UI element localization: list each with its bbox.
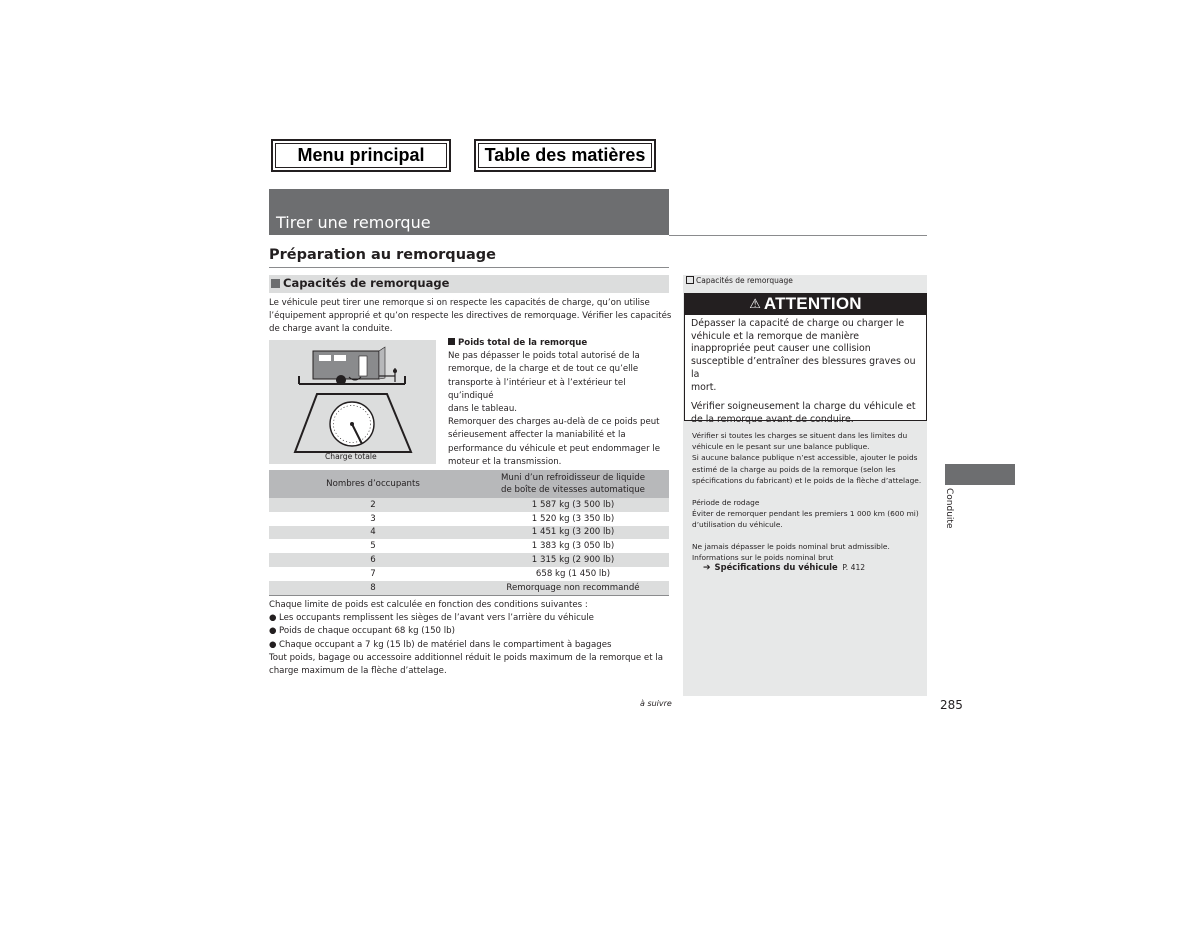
table-row <box>269 553 669 567</box>
weight-column-header <box>477 470 669 498</box>
occupants-cell: 5 <box>370 541 376 552</box>
text-line: Ne pas dépasser le poids total autorisé de la <box>448 351 640 362</box>
sidebar-note-scale <box>692 430 924 486</box>
square-bullet-icon <box>271 279 280 288</box>
chapter-tab-label: Conduite <box>944 488 954 529</box>
occupants-column-header: Nombres d’occupants <box>269 470 477 498</box>
table-of-contents-label: Table des matières <box>484 145 646 165</box>
text-line: transporte à l’intérieur et à l’extérieur tel qu’indiqué <box>448 377 626 401</box>
occupants-cell: 3 <box>370 513 376 524</box>
weight-cell: 658 kg (1 450 lb) <box>535 568 611 579</box>
link-arrow-icon: ➔ <box>703 563 711 573</box>
reference-icon <box>686 276 694 284</box>
text-line: sérieusement affecter la maniabilité et la <box>448 430 626 441</box>
chapter-header <box>269 189 669 235</box>
text-line: Vérifier si toutes les charges se situent dans les limites du <box>692 431 908 440</box>
text-line: l’équipement approprié et qu’on respecte les directives de remorquage. Vérifier les capacités <box>269 311 672 322</box>
text-line: charge maximum de la flèche d’attelage. <box>269 666 447 677</box>
gross-weight-block <box>448 337 673 469</box>
bullet-item <box>269 612 679 625</box>
figure-caption: Charge totale <box>325 452 377 461</box>
main-menu-button[interactable] <box>271 139 451 172</box>
bullet-icon: ● <box>269 626 277 637</box>
table-row <box>269 581 669 595</box>
text-line: moteur et la transmission. <box>448 456 562 467</box>
warning-triangle-icon: ⚠ <box>749 296 761 312</box>
occupants-cell: 7 <box>370 568 376 579</box>
conditions-intro: Chaque limite de poids est calculée en fonction des conditions suivantes : <box>269 600 588 610</box>
text-line: performance du véhicule et peut endommager le <box>448 443 661 454</box>
warning-title: ATTENTION <box>763 294 862 313</box>
sidebar-note-gvwr <box>692 541 924 563</box>
header-rule <box>669 235 927 236</box>
gross-weight-heading <box>448 337 673 350</box>
bullet-item <box>269 625 679 638</box>
link-label: Spécifications du véhicule <box>714 562 838 572</box>
vehicle-specs-link[interactable] <box>703 562 865 573</box>
text-line: Dépasser la capacité de charge ou charger le <box>691 318 905 329</box>
table-header-row <box>269 470 669 498</box>
weight-header-line: Muni d’un refroidisseur de liquide <box>501 473 645 483</box>
subsection-title: Capacités de remorquage <box>283 276 450 290</box>
warning-header <box>684 293 927 315</box>
weight-cell: 1 383 kg (3 050 lb) <box>531 541 615 552</box>
continued-note: à suivre <box>640 699 672 708</box>
text-line: spécifications du fabricant) et le poids de la flèche d’attelage. <box>692 475 922 485</box>
text-line: Informations sur le poids nominal brut <box>692 553 834 563</box>
section-title: Préparation au remorquage <box>269 247 497 263</box>
trailer-scale-icon <box>269 340 436 464</box>
table-row <box>269 539 669 553</box>
text-line: Si aucune balance publique n’est accessible, ajouter le poids <box>692 453 918 463</box>
text-line: dans le tableau. <box>448 404 517 415</box>
table-row <box>269 512 669 526</box>
intro-paragraph <box>269 297 674 337</box>
text-line: d’utilisation du véhicule. <box>692 520 783 530</box>
weight-cell: 1 315 kg (2 900 lb) <box>477 553 669 567</box>
table-row <box>269 498 669 512</box>
towing-capacity-table <box>269 470 669 596</box>
warning-text <box>691 318 926 427</box>
total-load-illustration <box>269 340 436 464</box>
text-line: Éviter de remorquer pendant les premiers 1 000 km (600 mi) <box>692 509 919 519</box>
page-number: 285 <box>940 698 963 712</box>
text-line: estimé de la charge au poids de la remorque (selon les <box>692 464 896 474</box>
weight-header-line: de boîte de vitesses automatique <box>501 485 645 495</box>
text-line: Vérifier soigneusement la charge du véhicule et <box>691 401 916 413</box>
text-line: véhicule et la remorque de manière <box>691 330 859 342</box>
text-line: Le véhicule peut tirer une remorque si on respecte les capacités de charge, qu’on utilise <box>269 298 650 308</box>
section-rule <box>269 267 669 268</box>
text-line: de charge avant la conduite. <box>269 324 393 335</box>
link-page: P. 412 <box>842 563 866 572</box>
sidebar-label <box>686 276 793 285</box>
sidebar-label-text: Capacités de remorquage <box>696 276 793 285</box>
text-line: mort. <box>691 381 717 393</box>
text-line: de la remorque avant de conduire. <box>691 413 854 425</box>
bullet-text: Les occupants remplissent les sièges de l’avant vers l’arrière du véhicule <box>279 613 594 624</box>
weight-cell: 1 451 kg (3 200 lb) <box>477 526 669 540</box>
text-line: inappropriée peut causer une collision <box>691 343 871 355</box>
square-bullet-icon <box>448 338 455 345</box>
occupants-cell: 6 <box>269 553 477 567</box>
bullet-icon: ● <box>269 613 277 624</box>
text-line: susceptible d’entraîner des blessures graves ou la <box>691 356 916 380</box>
bullet-text: Chaque occupant a 7 kg (15 lb) de matériel dans le compartiment à bagages <box>279 639 612 650</box>
text-line: Ne jamais dépasser le poids nominal brut admissible. <box>692 542 890 551</box>
text-line: Remorquer des charges au-delà de ce poids peut <box>448 417 660 428</box>
weight-cell: 1 520 kg (3 350 lb) <box>531 513 615 524</box>
bullet-item <box>269 639 679 652</box>
weight-cell: Remorquage non recommandé <box>477 581 669 595</box>
sidebar-note-break-in <box>692 497 924 531</box>
occupants-cell: 4 <box>269 526 477 540</box>
conditions-block <box>269 599 679 678</box>
table-of-contents-button[interactable] <box>474 139 656 172</box>
chapter-title: Tirer une remorque <box>276 213 431 232</box>
chapter-tab[interactable] <box>945 464 1015 485</box>
text-line: véhicule en le pesant sur une balance publique. <box>692 442 870 452</box>
subsection-heading <box>269 275 669 293</box>
text-line: Période de rodage <box>692 498 760 507</box>
occupants-cell: 2 <box>269 498 477 512</box>
gross-weight-title: Poids total de la remorque <box>458 338 588 348</box>
weight-cell: 1 587 kg (3 500 lb) <box>477 498 669 512</box>
main-menu-label: Menu principal <box>297 145 425 165</box>
table-row <box>269 567 669 581</box>
table-row <box>269 526 669 540</box>
occupants-cell: 8 <box>269 581 477 595</box>
text-line: remorque, de la charge et de tout ce qu’elle <box>448 364 639 375</box>
bullet-text: Poids de chaque occupant 68 kg (150 lb) <box>279 626 455 637</box>
bullet-icon: ● <box>269 639 277 650</box>
text-line: Tout poids, bagage ou accessoire additionnel réduit le poids maximum de la remorque et la <box>269 652 663 663</box>
